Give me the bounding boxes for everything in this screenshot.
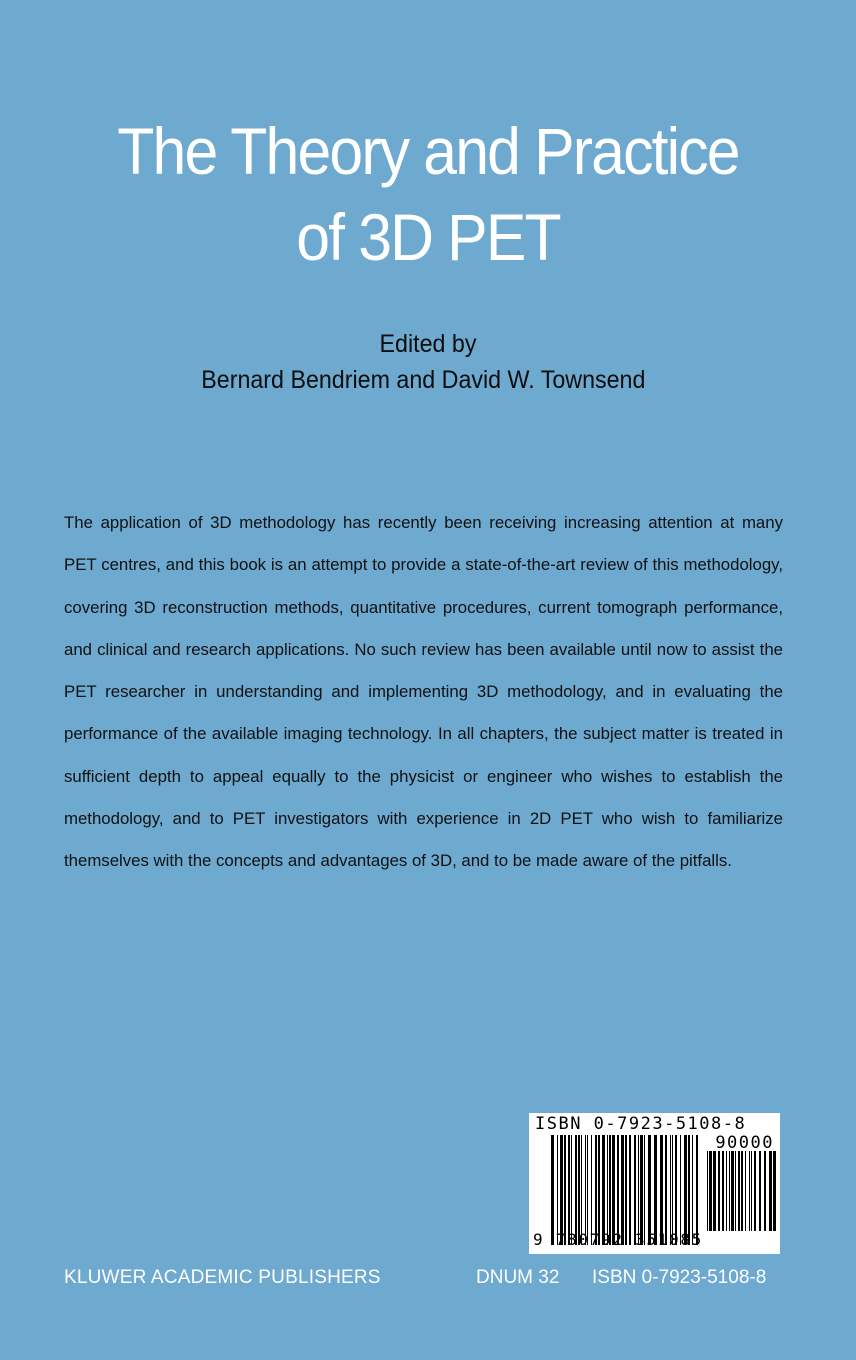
- barcode-addon-digits: 90000: [715, 1133, 774, 1153]
- barcode-bar: [754, 1151, 756, 1231]
- book-title: [34, 108, 822, 280]
- barcode-bar: [707, 1151, 708, 1231]
- barcode-bar: [726, 1151, 727, 1231]
- dnum-code: DNUM 32: [476, 1267, 560, 1288]
- barcode-bar: [731, 1151, 734, 1231]
- barcode-bar: [722, 1151, 724, 1231]
- barcode-ean-digits: 9 780792 351085: [533, 1230, 703, 1249]
- barcode-bar: [764, 1151, 766, 1231]
- barcode-bar: [751, 1151, 752, 1231]
- editors-block: [30, 326, 826, 398]
- barcode-bar: [773, 1151, 776, 1231]
- book-description: The application of 3D methodology has recently been receiving increasing attention at many PET centres, and this book is an attempt to provide a state-of-the-art review of this methodology, covering 3D reconstruction methods, quantitative procedures, current tomograph performance, and clinical and research applications. No such review has been available until now to assist the PET researcher in understanding and implementing 3D methodology, and in evaluating the performance of the available imaging technology. In all chapters, the subject matter is treated in sufficient depth to appeal equally to the physicist or engineer who wishes to establish the methodology, and to PET investigators with experience in 2D PET who wish to familiarize themselves with the concepts and advantages of 3D, and to be made aware of the pitfalls.: [64, 513, 783, 871]
- footer-isbn: ISBN 0-7923-5108-8: [592, 1267, 767, 1288]
- barcode-bar: [749, 1151, 750, 1231]
- barcode-bar: [709, 1151, 712, 1231]
- barcode-bar: [745, 1151, 746, 1231]
- barcode-bar: [759, 1151, 761, 1231]
- barcode-bar: [713, 1151, 716, 1231]
- title-line-2: of 3D PET: [296, 200, 560, 274]
- title-line-1: The Theory and Practice: [117, 114, 739, 188]
- edited-by-label: Edited by: [379, 330, 477, 358]
- editor-names: Bernard Bendriem and David W. Townsend: [201, 366, 646, 394]
- barcode-bar: [729, 1151, 730, 1231]
- barcode-bar: [718, 1151, 720, 1231]
- barcode-bar: [769, 1151, 772, 1231]
- barcode-isbn-label: ISBN 0-7923-5108-8: [535, 1114, 747, 1134]
- barcode-bar: [741, 1151, 743, 1231]
- barcode-bar: [735, 1151, 736, 1231]
- barcode-bar: [738, 1151, 740, 1231]
- isbn-barcode: [529, 1113, 780, 1254]
- publisher-name: KLUWER ACADEMIC PUBLISHERS: [64, 1267, 381, 1288]
